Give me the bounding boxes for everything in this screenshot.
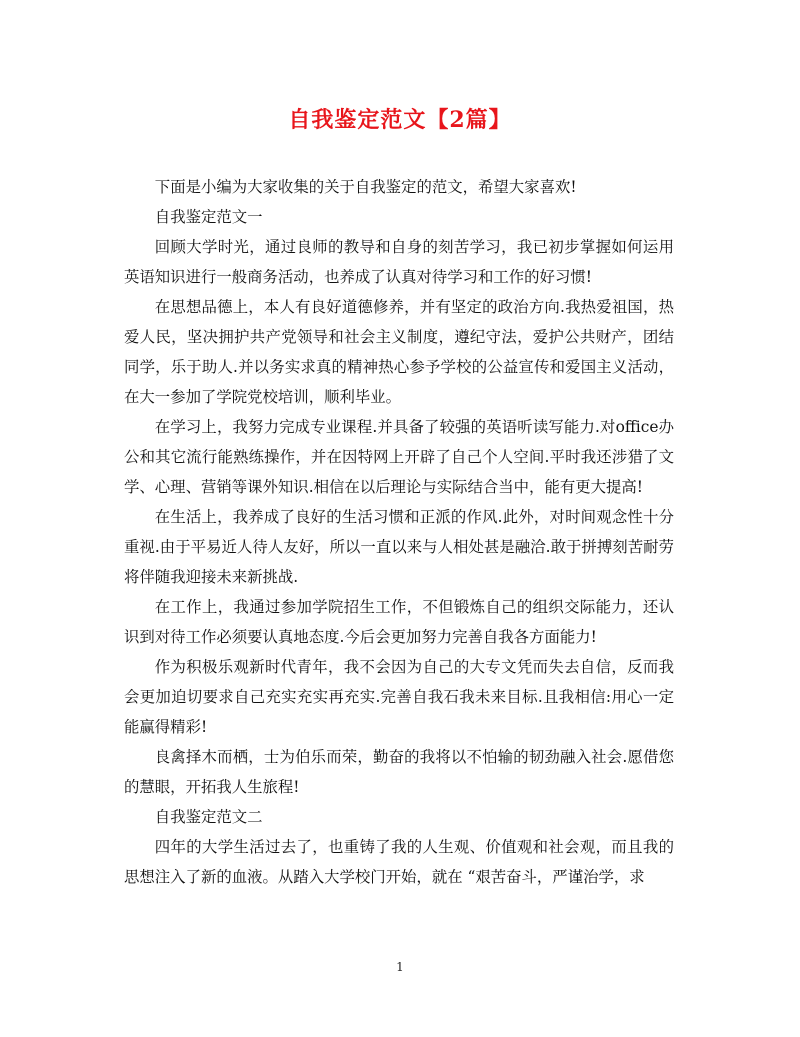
section-heading-1: 自我鉴定范文一 (154, 208, 263, 226)
body-paragraph: 在思想品德上，本人有良好道德修养，并有坚定的政治方向.我热爱祖国，热爱人民，坚决拥护共产党领导和社会主义制度，遵纪守法，爱护公共财产，团结同学，乐于助人.并以务实求真的精神热心参予学校的公益宣传和爱国主义活动，在大一参加了学院党校培训，顺利毕业。 (124, 298, 674, 406)
body-paragraph: 回顾大学时光，通过良师的教导和自身的刻苦学习，我已初步掌握如何运用英语知识进行一般商务活动，也养成了认真对待学习和工作的好习惯! (124, 238, 674, 286)
body-paragraph: 在工作上，我通过参加学院招生工作，不但锻炼自己的组织交际能力，还认识到对待工作必须要认真地态度.今后会更加努力完善自我各方面能力! (124, 598, 674, 646)
intro-paragraph: 下面是小编为大家收集的关于自我鉴定的范文，希望大家喜欢! (154, 178, 577, 196)
body-paragraph: 四年的大学生活过去了，也重铸了我的人生观、价值观和社会观，而且我的思想注入了新的血液。从踏入大学校门开始，就在 “艰苦奋斗，严谨治学，求 (124, 838, 674, 886)
page-number: 1 (396, 960, 404, 974)
body-paragraph: 在学习上，我努力完成专业课程.并具备了较强的英语听读写能力.对office办公和其它流行能熟练操作，并在因特网上开辟了自己个人空间.平时我还涉猎了文学、心理、营销等课外知识.相信在以后理论与实际结合当中，能有更大提高! (124, 418, 674, 496)
body-paragraph: 作为积极乐观新时代青年，我不会因为自己的大专文凭而失去自信，反而我会更加迫切要求自己充实充实再充实.完善自我石我未来目标.且我相信:用心一定能赢得精彩! (124, 658, 674, 736)
body-paragraph: 在生活上，我养成了良好的生活习惯和正派的作风.此外，对时间观念性十分重视.由于平易近人待人友好，所以一直以来与人相处甚是融洽.敢于拼搏刻苦耐劳将伴随我迎接未来新挑战. (124, 508, 674, 586)
section-heading-2: 自我鉴定范文二 (154, 808, 263, 826)
body-paragraph: 良禽择木而栖，士为伯乐而荣，勤奋的我将以不怕输的韧劲融入社会.愿借您的慧眼，开拓我人生旅程! (124, 748, 674, 796)
document-body (124, 172, 674, 892)
document-title: 自我鉴定范文【2篇】 (288, 107, 512, 133)
